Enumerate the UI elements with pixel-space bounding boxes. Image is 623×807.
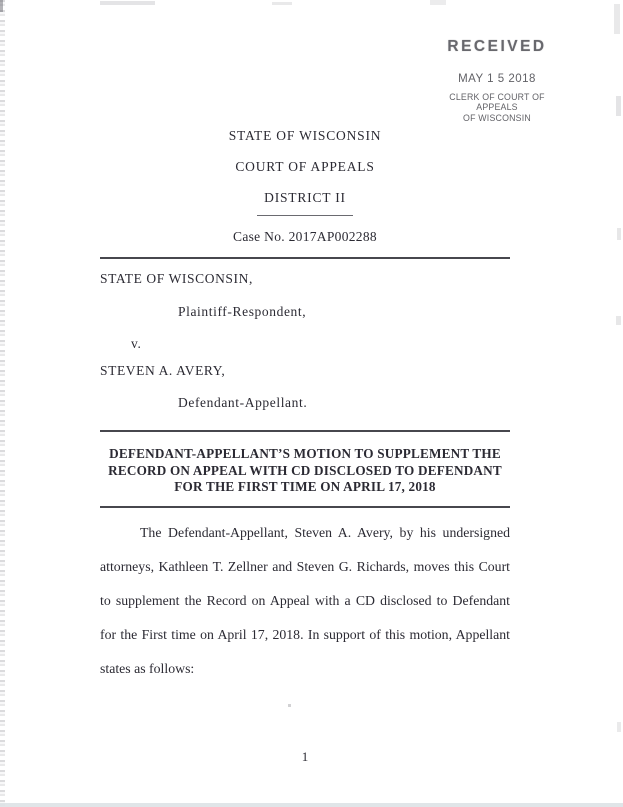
scan-artifact [616,316,621,325]
body-line: attorneys, Kathleen T. Zellner and Steven G. Richards, moves this Court [100,559,510,574]
scan-artifact [0,0,3,12]
caption-versus: v. [131,336,142,351]
body-line: to supplement the Record on Appeal with a CD disclosed to Defendant [100,593,510,608]
scan-artifact-left-edge [0,0,5,807]
court-header-state: STATE OF WISCONSIN [228,128,382,143]
scan-artifact [288,704,291,707]
caption-bottom-rule [100,430,510,432]
motion-body-paragraph [100,516,510,686]
motion-title [100,446,510,496]
page-number: 1 [301,749,309,764]
court-header-district: DISTRICT II [264,190,346,205]
scan-artifact-bottom-edge [0,803,623,807]
title-bottom-rule [100,506,510,508]
scan-artifact [617,722,621,732]
received-stamp-clerk-line2: OF WISCONSIN [463,113,531,123]
motion-title-line: RECORD ON APPEAL WITH CD DISCLOSED TO DEFENDANT [108,462,502,478]
body-line: for the First time on April 17, 2018. In support of this motion, Appellant [100,627,510,642]
scan-artifact [616,96,621,116]
scan-artifact [617,228,621,240]
motion-title-line: FOR THE FIRST TIME ON APRIL 17, 2018 [174,479,436,494]
court-header-court: COURT OF APPEALS [235,159,375,174]
motion-title-line: DEFENDANT-APPELLANT’S MOTION TO SUPPLEMENT THE [109,446,501,461]
case-number: Case No. 2017AP002288 [233,229,377,244]
scan-artifact [430,0,446,5]
scan-artifact [272,2,292,5]
scan-artifact [100,1,155,5]
caption-defendant-name: STEVEN A. AVERY, [100,363,226,378]
body-line: states as follows: [100,661,195,676]
caption-top-rule [100,257,510,259]
received-stamp-clerk-line1: CLERK OF COURT OF APPEALS [449,92,545,112]
caption-plaintiff-role: Plaintiff-Respondent, [178,304,307,319]
received-stamp-label: RECEIVED [447,38,547,55]
received-stamp-date: MAY 1 5 2018 [458,73,536,85]
caption-plaintiff-name: STATE OF WISCONSIN, [100,271,253,286]
caption-defendant-role: Defendant-Appellant. [178,395,308,410]
received-stamp [428,38,566,123]
scan-artifact [614,4,620,34]
body-line: The Defendant-Appellant, Steven A. Avery, by his undersigned [140,525,510,540]
short-divider-rule [257,215,353,216]
